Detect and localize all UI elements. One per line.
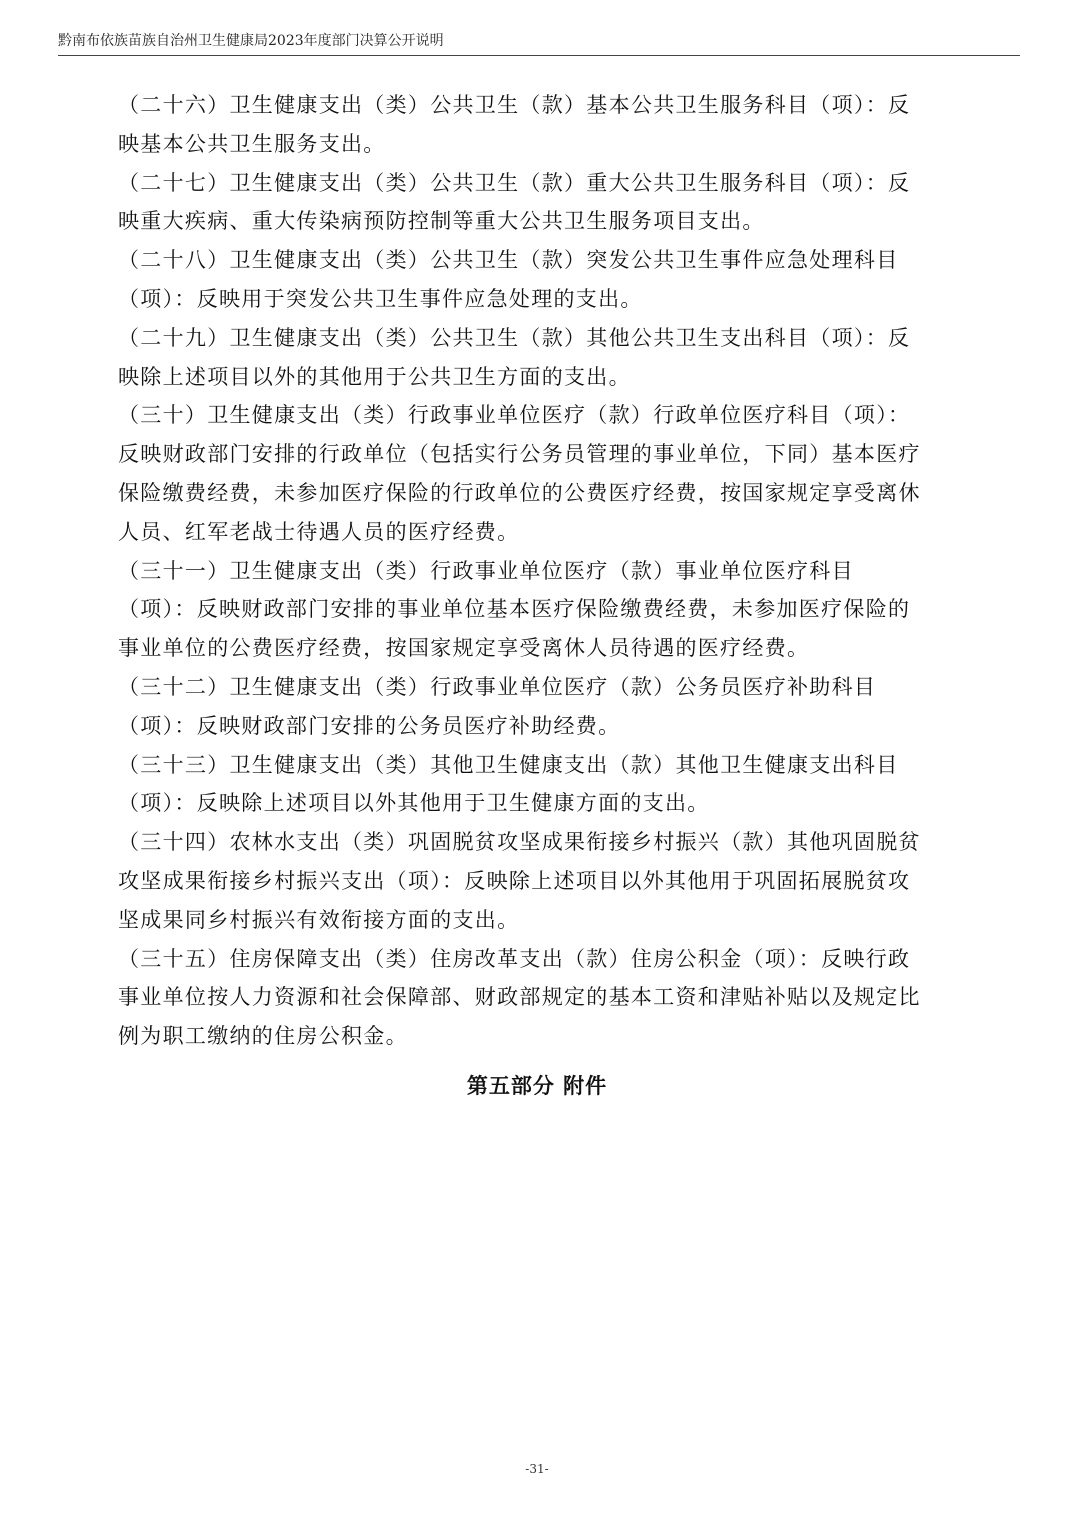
line: （二十八）卫生健康支出（类）公共卫生（款）突发公共卫生事件应急处理科目 [118, 248, 899, 273]
line: 事业单位的公费医疗经费，按国家规定享受离休人员待遇的医疗经费。 [118, 636, 810, 661]
line: 例为职工缴纳的住房公积金。 [118, 1024, 408, 1049]
line: 映除上述项目以外的其他用于公共卫生方面的支出。 [118, 364, 631, 389]
paragraph-26 [118, 86, 940, 164]
paragraph-34 [118, 823, 940, 939]
header-divider [58, 55, 1020, 56]
line: 人员、红军老战士待遇人员的医疗经费。 [118, 519, 520, 544]
line: （三十）卫生健康支出（类）行政事业单位医疗（款）行政单位医疗科目（项）： [118, 403, 911, 428]
line: 坚成果同乡村振兴有效衔接方面的支出。 [118, 907, 520, 932]
paragraph-33 [118, 746, 940, 824]
line: （二十六）卫生健康支出（类）公共卫生（款）基本公共卫生服务科目（项）：反 [118, 93, 911, 117]
line: 攻坚成果衔接乡村振兴支出（项）：反映除上述项目以外其他用于巩固拓展脱贫攻 [118, 868, 911, 893]
body-text [118, 86, 940, 1056]
line: （项）：反映除上述项目以外其他用于卫生健康方面的支出。 [118, 791, 710, 816]
line: （三十五）住房保障支出（类）住房改革支出（款）住房公积金（项）：反映行政 [118, 946, 911, 971]
paragraph-30 [118, 396, 940, 551]
line: （项）：反映用于突发公共卫生事件应急处理的支出。 [118, 286, 643, 311]
paragraph-31 [118, 552, 940, 668]
line: （三十一）卫生健康支出（类）行政事业单位医疗（款）事业单位医疗科目 [118, 558, 854, 583]
line: （三十三）卫生健康支出（类）其他卫生健康支出（款）其他卫生健康支出科目 [118, 752, 899, 777]
line: 反映财政部门安排的行政单位（包括实行公务员管理的事业单位，下同）基本医疗 [118, 442, 921, 467]
section-title: 第五部分 附件 [466, 1074, 608, 1098]
paragraph-35 [118, 940, 940, 1056]
line: （三十四）农林水支出（类）巩固脱贫攻坚成果衔接乡村振兴（款）其他巩固脱贫 [118, 830, 921, 855]
line: （二十九）卫生健康支出（类）公共卫生（款）其他公共卫生支出科目（项）：反 [118, 325, 911, 350]
paragraph-28 [118, 241, 940, 319]
line: 事业单位按人力资源和社会保障部、财政部规定的基本工资和津贴补贴以及规定比 [118, 985, 921, 1010]
line: （二十七）卫生健康支出（类）公共卫生（款）重大公共卫生服务科目（项）：反 [118, 170, 911, 195]
line: 保险缴费经费，未参加医疗保险的行政单位的公费医疗经费，按国家规定享受离休 [118, 480, 921, 505]
paragraph-27 [118, 164, 940, 242]
paragraph-29 [118, 319, 940, 397]
line: （项）：反映财政部门安排的公务员医疗补助经费。 [118, 713, 621, 738]
line: 映重大疾病、重大传染病预防控制等重大公共卫生服务项目支出。 [118, 209, 765, 234]
line: （三十二）卫生健康支出（类）行政事业单位医疗（款）公务员医疗补助科目 [118, 674, 877, 699]
paragraph-32 [118, 668, 940, 746]
line: （项）：反映财政部门安排的事业单位基本医疗保险缴费经费，未参加医疗保险的 [118, 597, 911, 622]
line: 映基本公共卫生服务支出。 [118, 131, 386, 156]
document-header: 黔南布依族苗族自治州卫生健康局2023年度部门决算公开说明 [58, 33, 444, 49]
page-number: -31- [525, 1462, 549, 1476]
